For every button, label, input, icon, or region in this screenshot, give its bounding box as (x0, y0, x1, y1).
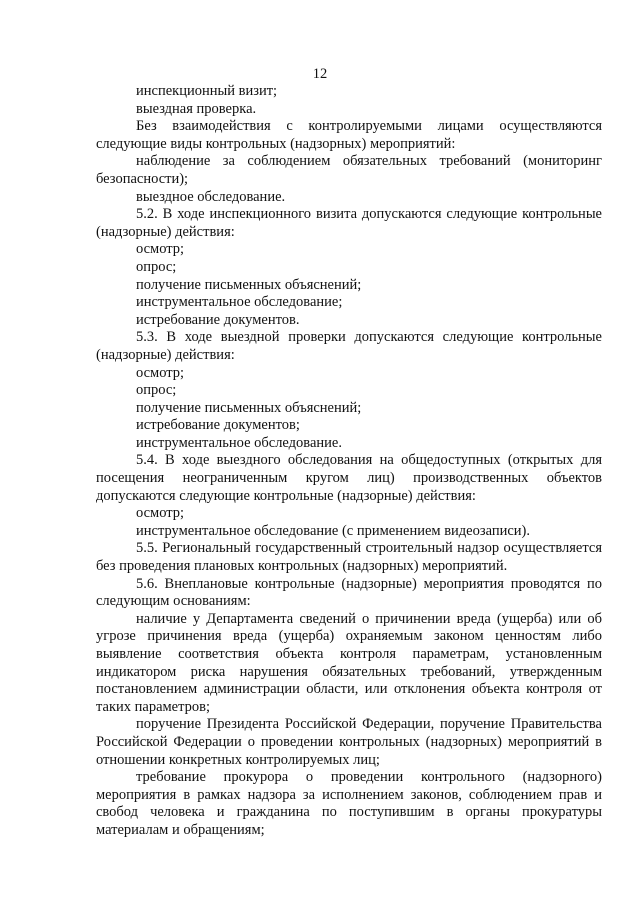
list-item-onsite-survey: выездное обследование. (136, 188, 286, 205)
ground-harm-information: наличие у Департамента сведений о причинении вреда (ущерба) или об угрозе причинения вреда (ущерба) охраняемым законом ценностям либо выявление соответствия объекта контроля параметрам, установленным индикатором риска нарушения обязательных требований, утвержденным постановлением администрации области, или отклонения объекта контроля от таких параметров; (96, 610, 602, 715)
list-item-inspection-visit: инспекционный визит; (136, 83, 278, 99)
list-item-instrumental-survey-video: инструментальное обследование (с применением видеозаписи). (136, 522, 531, 539)
section-5-3: 5.3. В ходе выездной проверки допускаются следующие контрольные (надзорные) действия: (96, 329, 602, 363)
paragraph-without-interaction: Без взаимодействия с контролируемыми лицами осуществляются следующие виды контрольных (надзорных) мероприятий: (96, 118, 602, 152)
section-5-5: 5.5. Региональный государственный строительный надзор осуществляется без проведения плановых контрольных (надзорных) мероприятий. (96, 540, 602, 575)
ground-president-order: поручение Президента Российской Федерации, поручение Правительства Российской Федерации о проведении контрольных (надзорных) мероприятий в отношении конкретных контролируемых лиц; (96, 716, 602, 768)
section-5-6: 5.6. Внеплановые контрольные (надзорные) мероприятия проводятся по следующим основаниям: (96, 575, 602, 610)
ground-prosecutor-demand: требование прокурора о проведении контрольного (надзорного) мероприятия в рамках надзора за исполнением законов, соблюдением прав и свобод человека и гражданина по поступившим в органы прокуратуры материалам и обращениям; (96, 769, 602, 838)
list-item-inspection: осмотр; (136, 364, 185, 381)
list-item-document-request: истребование документов; (136, 417, 300, 434)
list-item-instrumental-survey: инструментальное обследование. (136, 434, 342, 451)
list-item-interview: опрос; (136, 382, 177, 399)
list-item-monitoring: наблюдение за соблюдением обязательных требований (мониторинг безопасности); (96, 153, 602, 187)
list-item-inspection: осмотр; (136, 241, 185, 258)
list-item-onsite-check: выездная проверка. (136, 100, 257, 117)
list-item-written-explanations: получение письменных объяснений; (136, 276, 362, 293)
section-5-2: 5.2. В ходе инспекционного визита допускаются следующие контрольные (надзорные) действия: (96, 206, 602, 240)
list-item-inspection: осмотр; (136, 505, 185, 522)
page-number: 12 (312, 66, 328, 82)
list-item-instrumental-survey: инструментальное обследование; (136, 294, 343, 311)
section-5-4: 5.4. В ходе выездного обследования на общедоступных (открытых для посещения неограниченным кругом лиц) производственных объектов допускаются следующие контрольные (надзорные) действия: (96, 452, 602, 504)
list-item-interview: опрос; (136, 258, 177, 275)
list-item-document-request: истребование документов. (136, 311, 300, 328)
document-body (96, 83, 602, 840)
list-item-written-explanations: получение письменных объяснений; (136, 399, 362, 416)
